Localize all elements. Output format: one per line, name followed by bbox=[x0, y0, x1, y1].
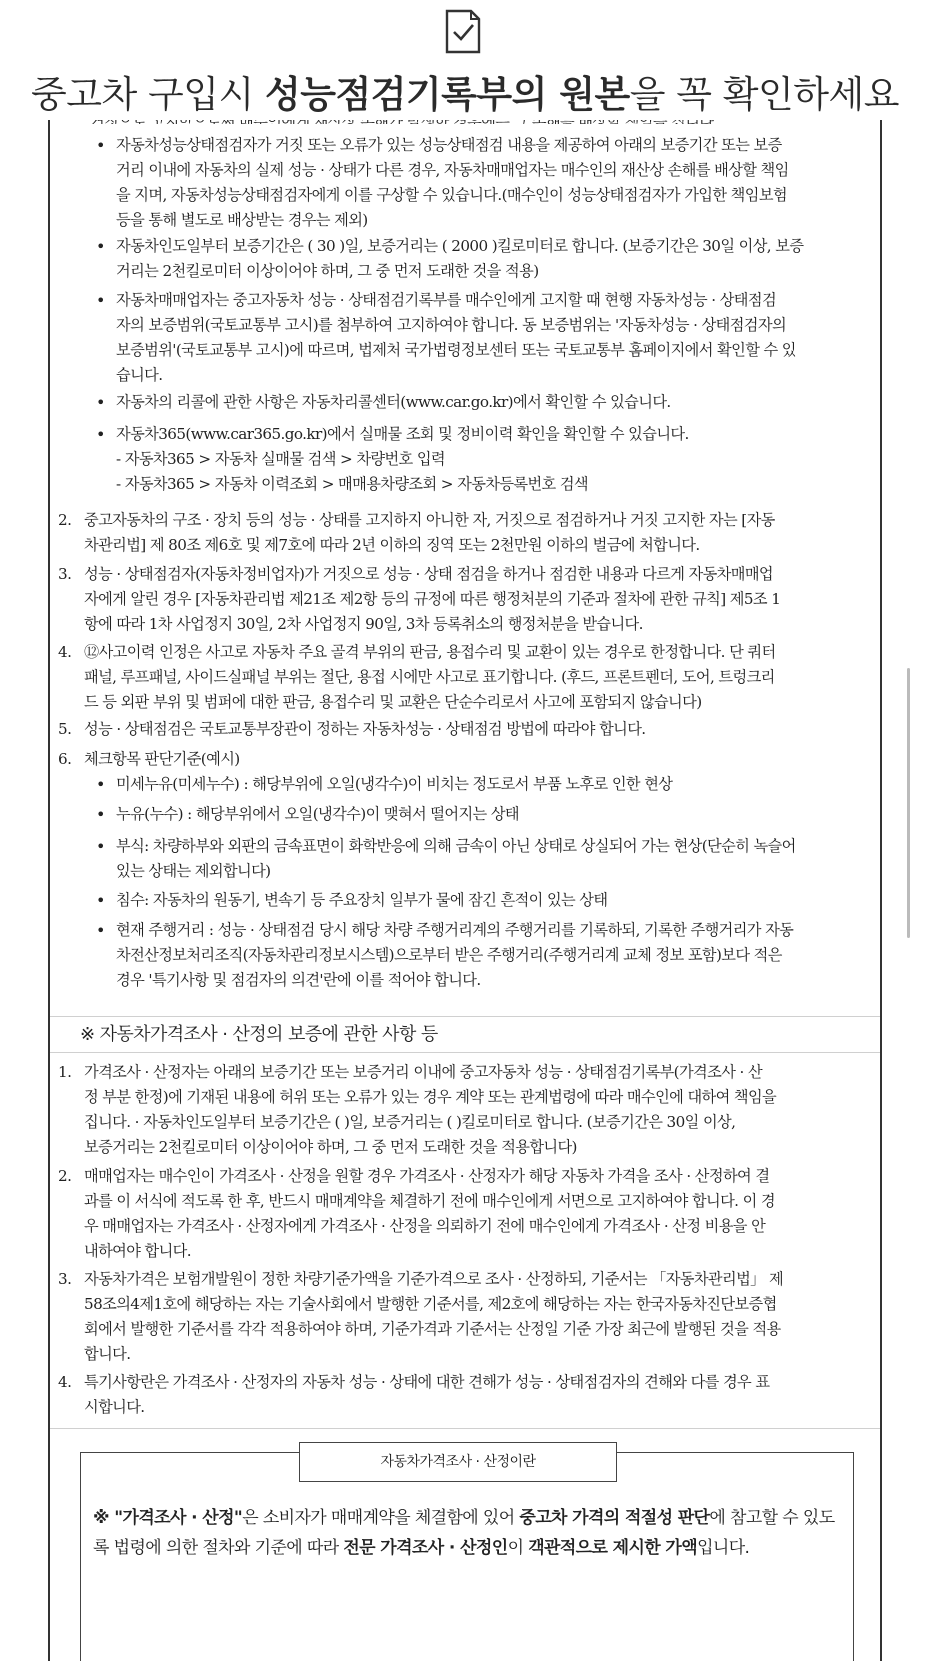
numbered-item: 1. 가격조사 · 산정자는 아래의 보증기간 또는 보증거리 이내에 중고자동차 성능 · 상태점검기록부(가격조사 · 산 정 부분 한정)에 기재된 내용에 허위 또는 오류가 있는 경우 계약 또는 관계법령에 따라 매수인에 대하여 책임을 집니다. · 자동차인도일부터 보증기간은 ( )일, 보증거리는 ( )킬로미터로 합니다. (보증기간은 30일 이상, 보증거리는 2천킬로미터 이상이어야 하며, 그 중 먼저 도래한 것을 적용합니다) bbox=[58, 1063, 777, 1156]
page-title: 중고차 구입시 성능점검기록부의 원본을 꼭 확인하세요 bbox=[30, 73, 899, 116]
numbered-item: 2. 매매업자는 매수인이 가격조사 · 산정을 원할 경우 가격조사 · 산정자가 해당 자동차 가격을 조사 · 산정하여 결 과를 이 서식에 적도록 한 후, 반드시 매매계약을 체결하기 전에 매수인에게 서면으로 고지하여야 합니다. 이 경 우 매매업자는 가격조사 · 산정자에게 가격조사 · 산정을 의뢰하기 전에 매수인에게 가격조사 · 산정 비용을 안 내하여야 합니다. bbox=[58, 1167, 776, 1260]
list-item: • 자동차의 리콜에 관한 사항은 자동차리콜센터(www.car.go.kr)에서 확인할 수 있습니다. bbox=[96, 390, 866, 415]
numbered-item: 2. 중고자동차의 구조 · 장치 등의 성능 · 상태를 고지하지 아니한 자, 거짓으로 점검하거나 거짓 고지한 자는 [자동 차관리법] 제 80조 제6호 및 제7호에 따라 2년 이하의 징역 또는 2천만원 이하의 벌금에 처합니다. bbox=[58, 511, 775, 554]
numbered-item: 4. ⑫사고이력 인정은 사고로 자동차 주요 골격 부위의 판금, 용접수리 및 교환이 있는 경우로 한정합니다. 단 쿼터 패널, 루프패널, 사이드실패널 부위는 절단, 용접 시에만 사고로 표기합니다. (후드, 프론트펜더, 도어, 트렁크리 드 등 외판 부위 및 범퍼에 대한 판금, 용접수리 및 교환은 단순수리로서 사고에 포함되지 않습니다) bbox=[58, 643, 776, 711]
list-item: • 침수: 자동차의 원동기, 변속기 등 주요장치 일부가 물에 잠긴 흔적이 있는 상태 bbox=[96, 888, 866, 913]
section-divider bbox=[50, 1016, 882, 1017]
numbered-item: 4. 특기사항란은 가격조사 · 산정자의 자동차 성능 · 상태에 대한 견해가 성능 · 상태점검자의 견해와 다를 경우 표 시합니다. bbox=[58, 1373, 770, 1416]
numbered-item: 3. 자동차가격은 보험개발원이 정한 차량기준가액을 기준가격으로 조사 · 산정하되, 기준서는 「자동차관리법」 제 58조의4제1호에 해당하는 자는 기술사회에서 발행한 기준서를, 제2호에 해당하는 자는 한국자동차진단보증협 회에서 발행한 기준서를 각각 적용하여야 하며, 기준가격과 기준서는 산정일 기준 가장 최근에 발행된 것을 적용 합니다. bbox=[58, 1270, 784, 1363]
numbered-item: 3. 성능 · 상태점검자(자동차정비업자)가 거짓으로 성능 · 상태 점검을 하거나 점검한 내용과 다르게 자동차매매업 자에게 알린 경우 [자동차관리법 제21조 제2항 등의 규정에 따른 행정처분의 기준과 절차에 관한 규칙] 제5조 1 항에 따라 1차 사업정지 30일, 2차 사업정지 90일, 3차 등록취소의 행정처분을 받습니다. bbox=[58, 565, 781, 633]
numbered-item: 6. 체크항목 판단기준(예시) bbox=[58, 750, 240, 768]
section-divider bbox=[50, 1428, 882, 1429]
list-item: • 자동차성능상태점검자가 거짓 또는 오류가 있는 성능상태점검 내용을 제공하여 아래의 보증기간 또는 보증 거리 이내에 자동차의 실제 성능 · 상태가 다른 경우, 자동차매매업자는 매수인의 재산상 손해를 배상할 책임 을 지며, 자동차성능상태점검자에게 이를 구상할 수 있습니다.(매수인이 성능상태점검자가 가입한 책임보험 등을 통해 별도로 배상받는 경우는 제외) bbox=[96, 133, 866, 233]
list-item: • 현재 주행거리 : 성능 · 상태점검 당시 해당 차량 주행거리계의 주행거리를 기록하되, 기록한 주행거리가 자동 차전산정보처리조직(자동차관리정보시스템)으로부터 받은 주행거리(주행거리계 교체 정보 포함)보다 적은 경우 '특기사항 및 점검자의 의견'란에 이를 적어야 합니다. bbox=[96, 918, 866, 993]
list-item: • 누유(누수) : 해당부위에서 오일(냉각수)이 맺혀서 떨어지는 상태 bbox=[96, 802, 866, 827]
numbered-item: 5. 성능 · 상태점검은 국토교통부장관이 정하는 자동차성능 · 상태점검 방법에 따라야 합니다. bbox=[58, 720, 646, 738]
document-body bbox=[48, 110, 882, 1661]
info-box-text: ※ "가격조사 · 산정"은 소비자가 매매계약을 체결함에 있어 중고차 가격의 적절성 판단에 참고할 수 있도록 법령에 의한 절차와 기준에 따라 전문 가격조사 · 산정인이 객관적으로 제시한 가액입니다. bbox=[93, 1508, 835, 1558]
list-item: • 자동차인도일부터 보증기간은 ( 30 )일, 보증거리는 ( 2000 )킬로미터로 합니다. (보증기간은 30일 이상, 보증 거리는 2천킬로미터 이상이어야 하며, 그 중 먼저 도래한 것을 적용) bbox=[96, 234, 866, 284]
list-item: • 부식: 차량하부와 외판의 금속표면이 화학반응에 의해 금속이 아닌 상태로 상실되어 가는 현상(단순히 녹슬어 있는 상태는 제외합니다) bbox=[96, 834, 866, 884]
list-item: • 미세누유(미세누수) : 해당부위에 오일(냉각수)이 비치는 정도로서 부품 노후로 인한 현상 bbox=[96, 772, 866, 797]
info-box-title: 자동차가격조사 · 산정이란 bbox=[299, 1442, 617, 1482]
section-divider bbox=[50, 1052, 882, 1053]
info-box bbox=[80, 1452, 854, 1661]
scrollbar-thumb[interactable] bbox=[907, 668, 910, 938]
page-header bbox=[0, 0, 930, 120]
list-item: • 자동차365(www.car365.go.kr)에서 실매물 조회 및 정비이력 확인을 확인할 수 있습니다. - 자동차365 > 자동차 실매물 검색 > 차량번호 입력 - 자동차365 > 자동차 이력조회 > 매매용차량조회 > 자동차등록번호 검색 bbox=[96, 422, 866, 497]
checklist-icon bbox=[443, 8, 487, 56]
list-item: • 자동차매매업자는 중고자동차 성능 · 상태점검기록부를 매수인에게 고지할 때 현행 자동차성능 · 상태점검 자의 보증범위(국토교통부 고시)를 첨부하여 고지하여야 합니다. 동 보증범위는 '자동차성능 · 상태점검자의 보증범위'(국토교통부 고시)에 따르며, 법제처 국가법령정보센터 또는 국토교통부 홈페이지에서 확인할 수 있 습니다. bbox=[96, 288, 866, 388]
section-title: ※ 자동차가격조사 · 산정의 보증에 관한 사항 등 bbox=[80, 1024, 438, 1045]
